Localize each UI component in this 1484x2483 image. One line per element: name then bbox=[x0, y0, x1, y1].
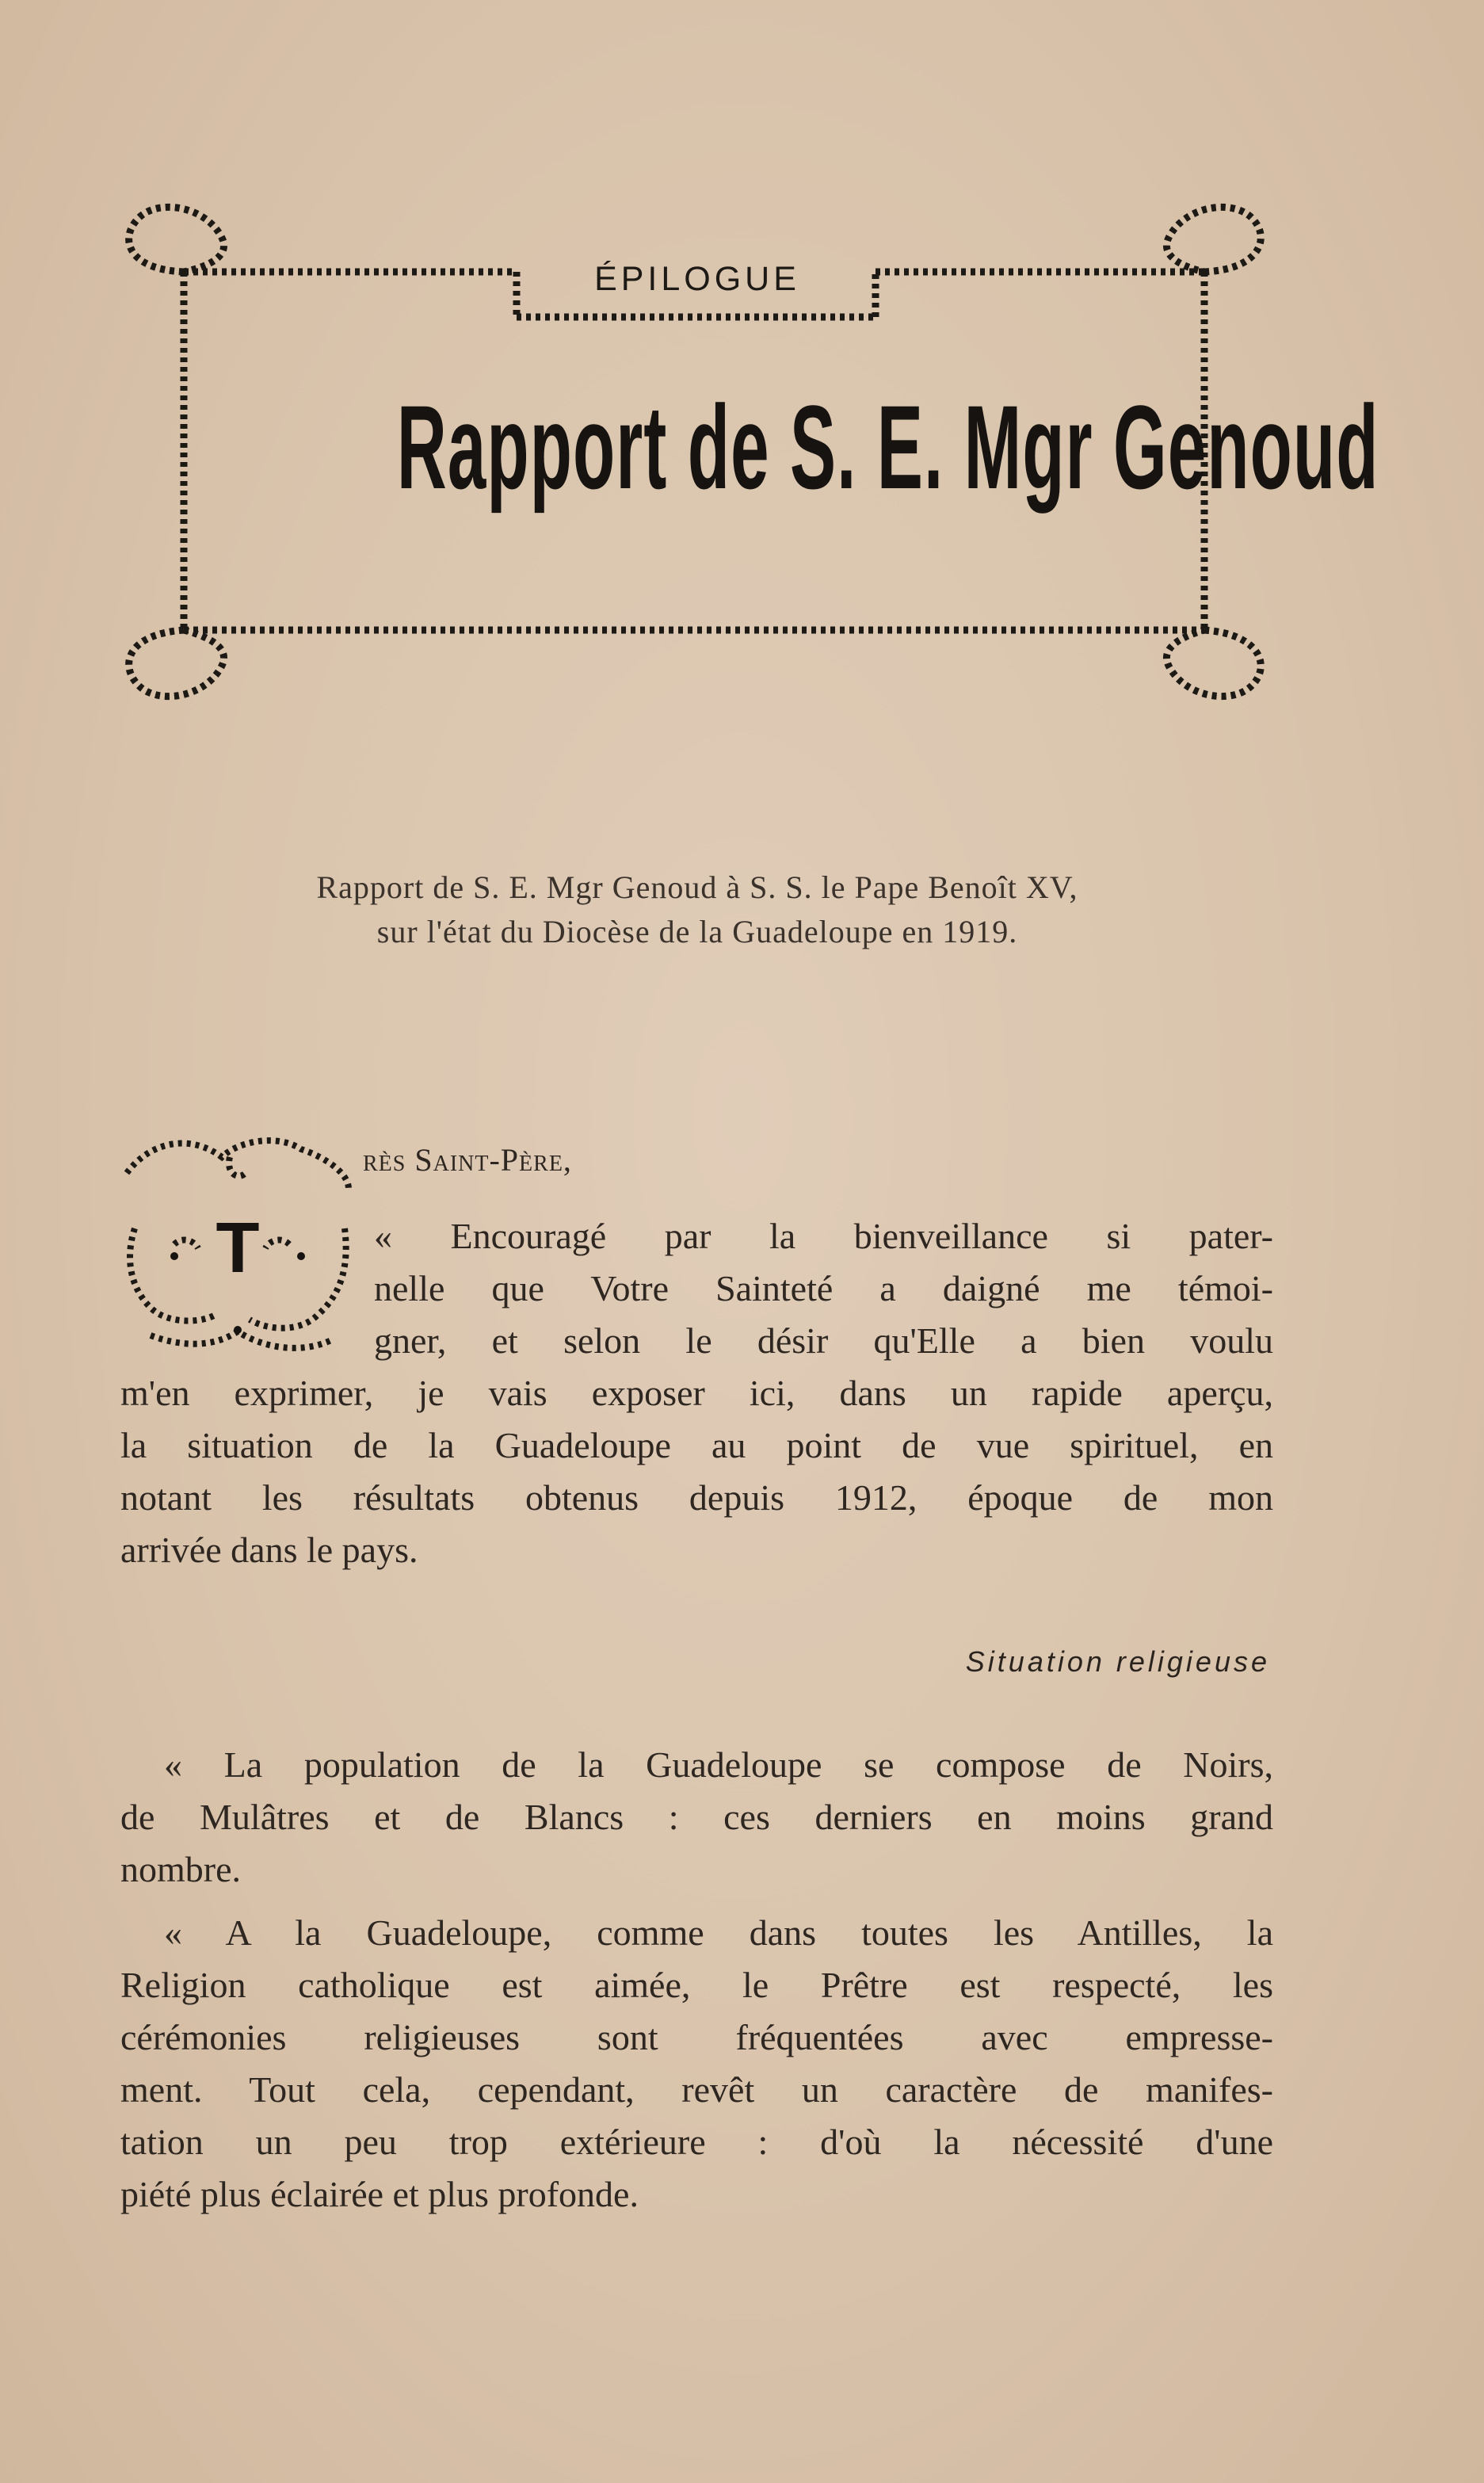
text-line: Religion catholique est aimée, le Prêtre est respecté, les bbox=[120, 1965, 1273, 2005]
text-line: « A la Guadeloupe, comme dans toutes les Antilles, la bbox=[164, 1912, 1273, 1953]
section-label: ÉPILOGUE bbox=[594, 260, 800, 298]
paragraph-religion bbox=[120, 1907, 1273, 2221]
text-line: « La population de la Guadeloupe se compose de Noirs, bbox=[164, 1744, 1273, 1785]
page-title: Rapport de S. E. Mgr Genoud bbox=[396, 380, 1379, 514]
text-line: m'en exprimer, je vais exposer ici, dans un rapide aperçu, bbox=[120, 1373, 1273, 1413]
text-line: nelle que Votre Sainteté a daigné me témoi- bbox=[374, 1268, 1273, 1308]
subtitle bbox=[119, 865, 1276, 954]
text-line: de Mulâtres et de Blancs : ces derniers en moins grand bbox=[120, 1797, 1273, 1837]
paragraph-intro bbox=[120, 1210, 1273, 1576]
paragraph-population bbox=[120, 1739, 1273, 1896]
text-line: piété plus éclairée et plus profonde. bbox=[120, 2174, 639, 2214]
text-line: « Encouragé par la bienveillance si pater- bbox=[374, 1216, 1273, 1256]
text-line: ment. Tout cela, cependant, revêt un caractère de manifes- bbox=[120, 2069, 1273, 2110]
salutation bbox=[363, 1141, 572, 1178]
salutation-text: rès Saint-Père, bbox=[363, 1142, 572, 1178]
text-line: la situation de la Guadeloupe au point de vue spirituel, en bbox=[120, 1425, 1273, 1465]
text-line: gner, et selon le désir qu'Elle a bien voulu bbox=[374, 1320, 1273, 1361]
text-line: notant les résultats obtenus depuis 1912, époque de mon bbox=[120, 1477, 1273, 1518]
subtitle-line: Rapport de S. E. Mgr Genoud à S. S. le Pape Benoît XV, bbox=[316, 869, 1078, 905]
section-heading: Situation religieuse bbox=[965, 1645, 1270, 1678]
text-line: arrivée dans le pays. bbox=[120, 1530, 418, 1570]
dotted-title-frame bbox=[0, 0, 1484, 713]
dropcap-letter: T bbox=[216, 1209, 260, 1288]
subtitle-line: sur l'état du Diocèse de la Guadeloupe en 1919. bbox=[376, 914, 1018, 949]
text-line: cérémonies religieuses sont fréquentées avec empresse- bbox=[120, 2017, 1273, 2057]
text-line: tation un peu trop extérieure : d'où la nécessité d'une bbox=[120, 2122, 1273, 2162]
text-line: nombre. bbox=[120, 1849, 242, 1889]
